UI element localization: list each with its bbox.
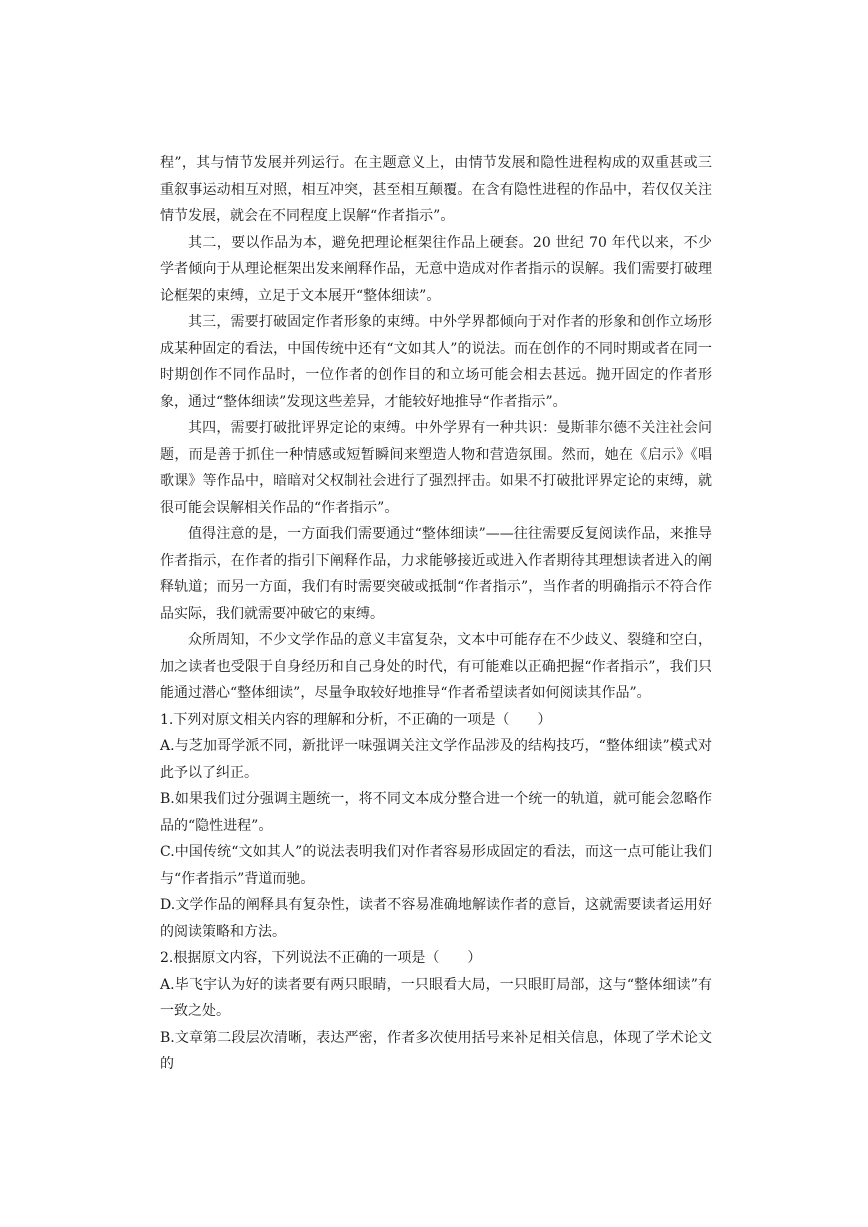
paragraph-continuation: 程”，其与情节发展并列运行。在主题意义上，由情节发展和隐性进程构成的双重甚或三重叙事运动相互对照，相互冲突，甚至相互颠覆。在含有隐性进程的作品中，若仅仅关注情节发展，就会在不同程度上误解“作者指示”。: [160, 155, 712, 224]
question-1-option-a: A.与芝加哥学派不同，新批评一味强调关注文学作品涉及的结构技巧，“整体细读”模式对此予以了纠正。: [160, 738, 712, 781]
question-1-option-b: B.如果我们过分强调主题统一，将不同文本成分整合进一个统一的轨道，就可能会忽略作品的“隐性进程”。: [160, 791, 712, 834]
question-1-option-c: C.中国传统“文如其人”的说法表明我们对作者容易形成固定的看法，而这一点可能让我们与“作者指示”背道而驰。: [160, 844, 712, 887]
paragraph-conclusion: 众所周知，不少文学作品的意义丰富复杂，文本中可能存在不少歧义、裂缝和空白，加之读者也受限于自身经历和自己身处的时代，有可能难以正确把握“作者指示”，我们只能通过潜心“整体细读”，尽量争取较好地推导“作者希望读者如何阅读其作品”。: [160, 632, 712, 701]
question-2-option-b: B.文章第二段层次清晰，表达严密，作者多次使用括号来补足相关信息，体现了学术论文的: [160, 1029, 712, 1072]
paragraph-point-four: 其四，需要打破批评界定论的束缚。中外学界有一种共识：曼斯菲尔德不关注社会问题，而是善于抓住一种情感或短暂瞬间来塑造人物和营造氛围。然而，她在《启示》《唱歌课》等作品中，暗暗对父权制社会进行了强烈抨击。如果不打破批评界定论的束缚，就很可能会误解相关作品的“作者指示”。: [160, 420, 712, 516]
document-page: [160, 150, 712, 1078]
question-2-option-a: A.毕飞宇认为好的读者要有两只眼睛，一只眼看大局，一只眼盯局部，这与“整体细读”有一致之处。: [160, 976, 712, 1019]
paragraph-note: 值得注意的是，一方面我们需要通过“整体细读”——往往需要反复阅读作品，来推导作者指示，在作者的指引下阐释作品，力求能够接近或进入作者期待其理想读者进入的阐释轨道；而另一方面，我们有时需要突破或抵制“作者指示”，当作者的明确指示不符合作品实际，我们就需要冲破它的束缚。: [160, 526, 712, 622]
paragraph-point-three: 其三，需要打破固定作者形象的束缚。中外学界都倾向于对作者的形象和创作立场形成某种固定的看法，中国传统中还有“文如其人”的说法。而在创作的不同时期或者在同一时期创作不同作品时，一位作者的创作目的和立场可能会相去甚远。抛开固定的作者形象，通过“整体细读”发现这些差异，才能较好地推导“作者指示”。: [160, 314, 712, 410]
question-1-stem: 1.下列对原文相关内容的理解和分析，不正确的一项是（ ）: [160, 711, 552, 728]
paragraph-point-two: 其二，要以作品为本，避免把理论框架往作品上硬套。20 世纪 70 年代以来，不少学者倾向于从理论框架出发来阐释作品，无意中造成对作者指示的误解。我们需要打破理论框架的束缚，立足于文本展开“整体细读”。: [160, 234, 712, 304]
question-2-stem: 2.根据原文内容，下列说法不正确的一项是（ ）: [160, 950, 482, 966]
question-1-option-d: D.文学作品的阐释具有复杂性，读者不容易准确地解读作者的意旨，这就需要读者运用好的阅读策略和方法。: [160, 897, 712, 940]
